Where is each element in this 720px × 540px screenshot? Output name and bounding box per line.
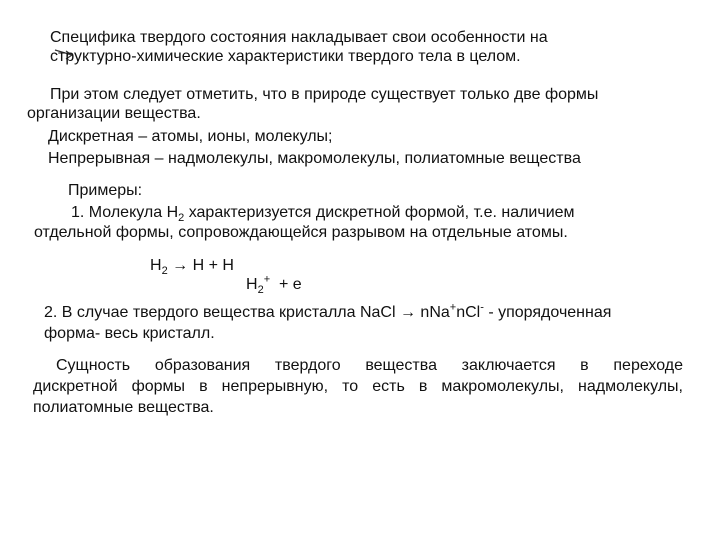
discrete-form-text: Дискретная – атомы, ионы, молекулы; [48,128,333,145]
example-1-suffix: характеризуется дискретной формой, т.е. наличием [184,204,575,221]
example-1-line-1 [71,203,575,225]
equation-1 [150,256,234,278]
intro-line-1: Специфика твердого состояния накладывает свои особенности на [50,29,548,46]
example-2-chloride: nCl [456,304,481,321]
example-2-suffix: - упорядоченная [483,304,612,321]
example-2-line-2: форма- весь кристалл. [44,325,215,342]
equation-1-left: H [150,257,162,274]
equation-1-subscript: 2 [161,265,168,278]
equation-1-arrow-icon: → [172,257,189,274]
example-2-line-1 [44,303,611,322]
summary-line-3: полиатомные вещества. [33,399,214,416]
example-1-prefix: 1. Молекула H [71,204,179,221]
summary-line-1: Сущность образования твердого вещества заключается в переходе [56,357,683,374]
example-2-sodium: nNa [415,304,450,321]
equation-1-right: H + H [192,257,234,274]
example-1-subscript: 2 [178,212,185,225]
example-2-sodium-charge: + [449,301,457,314]
continuous-form-text: Непрерывная – надмолекулы, макромолекулы, полиатомные вещества [48,150,581,167]
nature-line-1: При этом следует отметить, что в природе существует только две формы [50,86,599,103]
equation-2-superscript: + [263,273,271,286]
example-2-arrow-icon: → [399,304,416,321]
intro-line-2: структурно-химические характеристики твердого тела в целом. [50,48,521,65]
nature-line-2: организации вещества. [27,105,201,122]
examples-heading: Примеры: [68,182,143,199]
example-2-chloride-charge: - [480,301,484,314]
equation-2-right: + e [279,276,302,293]
equation-2 [246,273,302,297]
example-1-line-2: отдельной формы, сопровождающейся разрывом на отдельные атомы. [34,224,568,241]
example-2-prefix: 2. В случае твердого вещества кристалла NaCl [44,304,400,321]
equation-2-left: H [246,276,258,293]
equation-2-subscript: 2 [257,284,264,297]
summary-line-2: дискретной формы в непрерывную, то есть в макромолекулы, надмолекулы, [33,378,683,395]
